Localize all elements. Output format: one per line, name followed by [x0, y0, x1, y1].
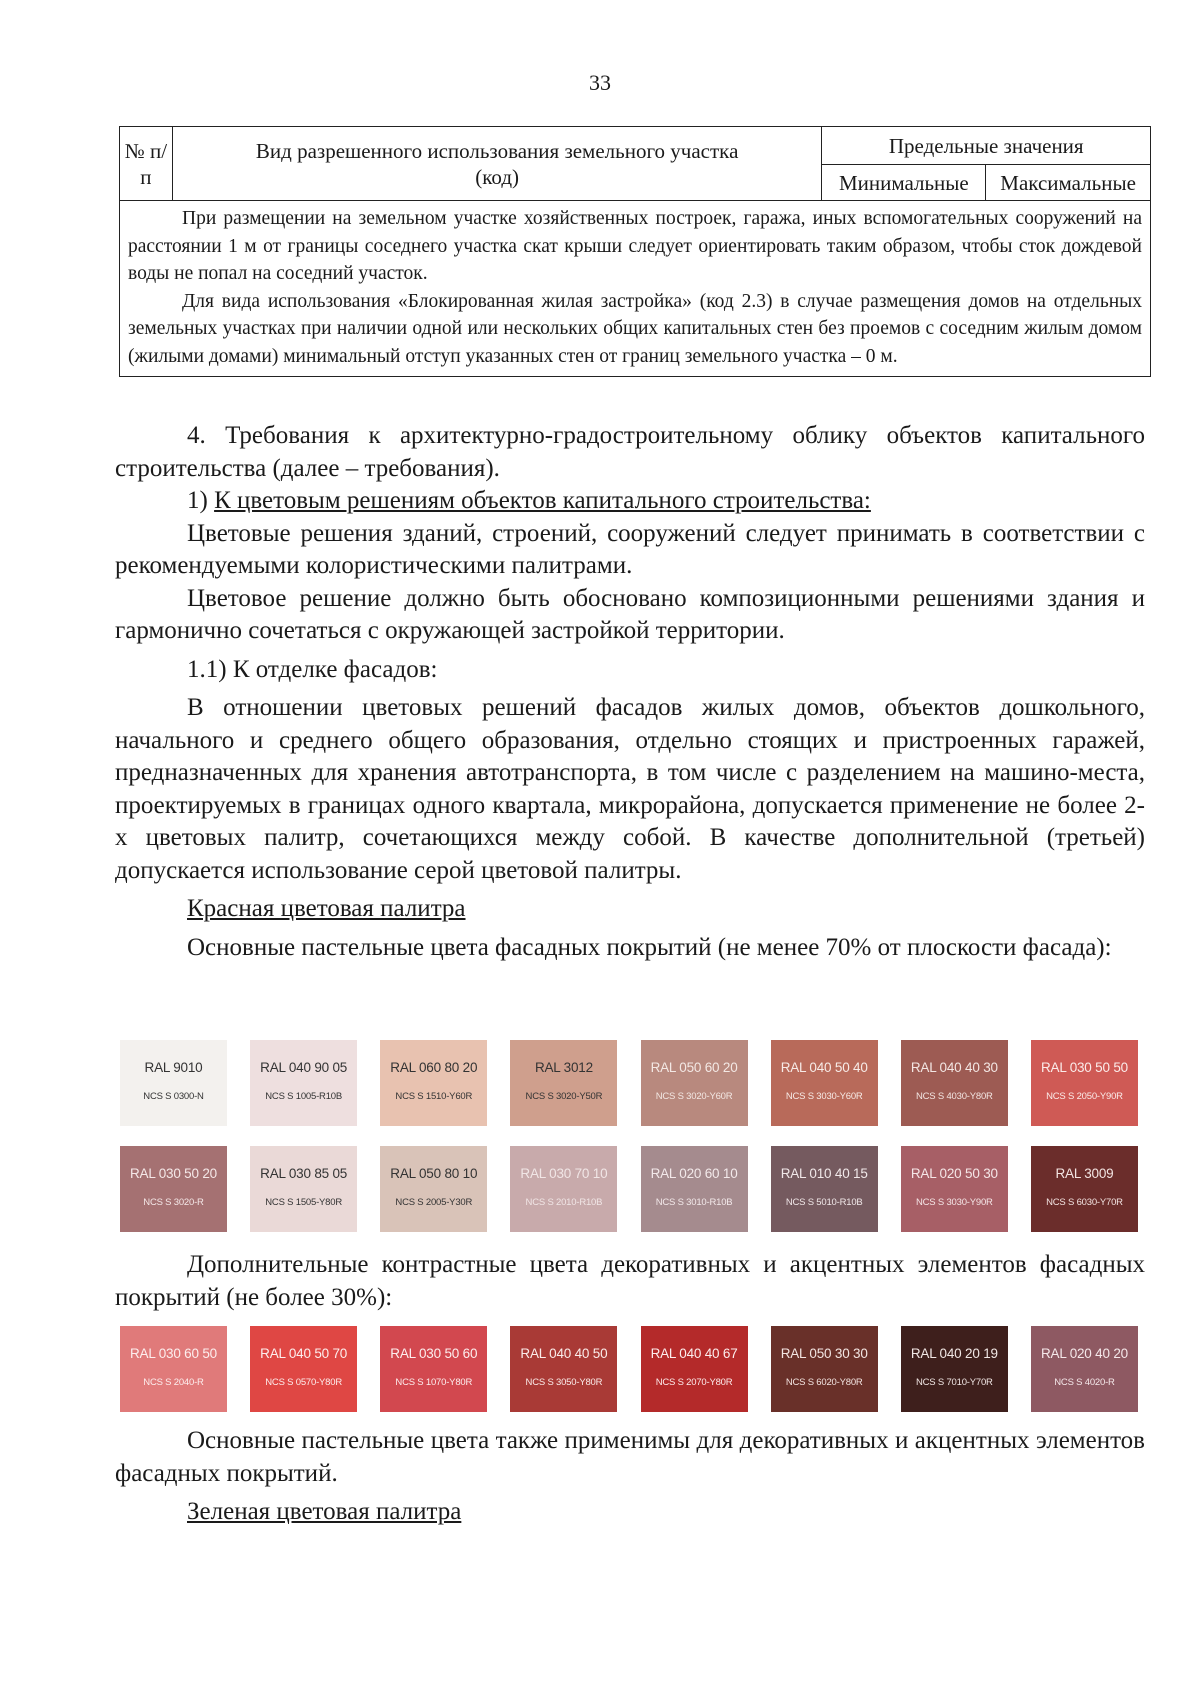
page-number: 33 [589, 70, 611, 95]
ncs-code: NCS S 5010-R10B [785, 1197, 863, 1208]
ral-code: RAL 020 40 20 [1040, 1346, 1128, 1361]
limits-table [119, 126, 1151, 377]
ral-code: RAL 020 50 30 [910, 1166, 998, 1181]
color-solutions-title: К цветовым решениям объектов капитального строительства: [214, 487, 871, 514]
ral-code: RAL 030 50 20 [130, 1166, 217, 1181]
col-max-header: Максимальные [986, 165, 1151, 201]
paragraph-composition: Цветовое решение должно быть обосновано композиционными решениями здания и гармонично сочетаться с окружающей застройкой территории. [115, 584, 1145, 644]
ral-code: RAL 020 60 10 [650, 1166, 738, 1181]
col-limits-header: Предельные значения [822, 127, 1151, 165]
ral-code: RAL 050 60 20 [650, 1060, 738, 1075]
ncs-code: NCS S 3020-R [143, 1197, 204, 1208]
ncs-code: NCS S 6020-Y80R [785, 1377, 863, 1388]
color-swatch [641, 1146, 748, 1232]
ncs-code: NCS S 2050-Y90R [1046, 1091, 1123, 1102]
swatch-row-basic-1 [120, 1040, 1138, 1126]
paragraph-facades: В отношении цветовых решений фасадов жилых домов, объектов дошкольного, начального и среднего общего образования, отдельно стоящих и пристроенных гаражей, предназначенных для хранения автотранспорта, в том числе с разделением на машино-места, проектируемых в границах одного квартала, микрорайона, допускается применение не более 2-х цветовых палитр, сочетающихся между собой. В качестве дополнительной (третьей) допускается использование серой цветовой палитры. [115, 694, 1145, 884]
ral-code: RAL 030 50 50 [1040, 1060, 1128, 1075]
color-swatch [641, 1040, 748, 1126]
ral-code: RAL 050 80 10 [390, 1166, 478, 1181]
color-swatch [380, 1146, 487, 1232]
ncs-code: NCS S 7010-Y70R [915, 1377, 993, 1388]
ral-code: RAL 040 90 05 [260, 1060, 348, 1075]
color-swatch [510, 1326, 617, 1412]
ral-code: RAL 3012 [534, 1060, 593, 1075]
ncs-code: NCS S 3050-Y80R [525, 1377, 603, 1388]
color-swatch [380, 1326, 487, 1412]
section-text-bottom [115, 1425, 1145, 1529]
ncs-code: NCS S 3030-Y60R [785, 1091, 863, 1102]
ncs-code: NCS S 0570-Y80R [265, 1377, 342, 1388]
color-swatch [120, 1040, 227, 1126]
ral-code: RAL 3009 [1055, 1166, 1114, 1181]
ral-code: RAL 040 40 50 [520, 1346, 608, 1361]
color-swatch [1031, 1040, 1138, 1126]
ral-code: RAL 040 40 30 [910, 1060, 998, 1075]
color-swatch [771, 1040, 878, 1126]
color-swatch [510, 1040, 617, 1126]
red-palette-title: Красная цветовая палитра [187, 895, 466, 922]
color-swatch [901, 1326, 1008, 1412]
color-swatch [250, 1326, 357, 1412]
ral-code: RAL 9010 [144, 1060, 203, 1075]
paragraph-basic-colors: Основные пастельные цвета фасадных покрытий (не менее 70% от плоскости фасада): [187, 933, 1112, 961]
section-text-middle [115, 1249, 1145, 1314]
ncs-code: NCS S 3020-Y60R [655, 1091, 733, 1102]
ncs-code: NCS S 1070-Y80R [395, 1377, 473, 1388]
col-num-header: № п/п [120, 127, 173, 201]
item-number: 1) [187, 487, 215, 514]
note-paragraph-2: Для вида использования «Блокированная жилая застройка» (код 2.3) в случае размещения домов на отдельных земельных участках при наличии одной или нескольких общих капитальных стен без проемов с соседним жилым домом (жилыми домами) минимальный отступ указанных стен от границ земельного участка – 0 м. [128, 290, 1142, 367]
facade-finishing-heading: 1.1) К отделке фасадов: [187, 655, 438, 683]
ral-code: RAL 030 85 05 [260, 1166, 348, 1181]
color-swatch [380, 1040, 487, 1126]
color-swatch [250, 1146, 357, 1232]
ncs-code: NCS S 1505-Y80R [265, 1197, 342, 1208]
section-text-top [115, 420, 1145, 964]
col-type-header: Вид разрешенного использования земельного участка (код) [172, 127, 822, 201]
color-swatch [510, 1146, 617, 1232]
color-swatch [771, 1326, 878, 1412]
ncs-code: NCS S 2010-R10B [525, 1197, 603, 1208]
requirements-paragraph: 4. Требования к архитектурно-градостроительному облику объектов капитального строительства (далее – требования). [115, 422, 1145, 482]
col-min-header: Минимальные [822, 165, 986, 201]
color-swatch [641, 1326, 748, 1412]
ral-code: RAL 010 40 15 [780, 1166, 868, 1181]
color-swatch [1031, 1326, 1138, 1412]
ncs-code: NCS S 3020-Y50R [525, 1091, 603, 1102]
ncs-code: NCS S 2070-Y80R [655, 1377, 733, 1388]
ral-code: RAL 040 40 67 [650, 1346, 738, 1361]
green-palette-title: Зеленая цветовая палитра [187, 1498, 462, 1525]
ral-code: RAL 030 70 10 [520, 1166, 608, 1181]
green-palette-heading [115, 1496, 1145, 1529]
ral-code: RAL 040 50 40 [780, 1060, 868, 1075]
color-swatch [120, 1326, 227, 1412]
note-paragraph-1: При размещении на земельном участке хозяйственных построек, гаража, иных вспомогательных сооружений на расстоянии 1 м от границы соседнего участка скат крыши следует ориентировать таким образом, чтобы сток дождевой воды не попал на соседний участок. [128, 208, 1142, 284]
ncs-code: NCS S 2040-R [143, 1377, 204, 1388]
ncs-code: NCS S 6030-Y70R [1046, 1197, 1123, 1208]
color-swatch [901, 1040, 1008, 1126]
ncs-code: NCS S 3010-R10B [655, 1197, 733, 1208]
ncs-code: NCS S 4030-Y80R [915, 1091, 993, 1102]
color-swatch [1031, 1146, 1138, 1232]
color-swatch [901, 1146, 1008, 1232]
red-palette-heading [115, 893, 1145, 926]
paragraph-additional-colors: Дополнительные контрастные цвета декоративных и акцентных элементов фасадных покрытий (не более 30%): [115, 1251, 1145, 1311]
ncs-code: NCS S 4020-R [1054, 1377, 1115, 1388]
ral-code: RAL 030 60 50 [130, 1346, 217, 1361]
ncs-code: NCS S 0300-N [143, 1091, 204, 1102]
ncs-code: NCS S 1005-R10B [265, 1091, 342, 1102]
ncs-code: NCS S 1510-Y60R [395, 1091, 473, 1102]
color-swatch [250, 1040, 357, 1126]
swatch-row-additional [120, 1326, 1138, 1412]
ral-code: RAL 050 30 30 [780, 1346, 868, 1361]
color-swatch [120, 1146, 227, 1232]
color-swatch [771, 1146, 878, 1232]
swatch-row-basic-2 [120, 1146, 1138, 1232]
table-note [120, 201, 1151, 377]
ral-code: RAL 060 80 20 [390, 1060, 478, 1075]
paragraph-color-solutions: Цветовые решения зданий, строений, сооружений следует принимать в соответствии с рекомендуемыми колористическими палитрами. [115, 519, 1145, 579]
ral-code: RAL 030 50 60 [390, 1346, 478, 1361]
ral-code: RAL 040 20 19 [910, 1346, 998, 1361]
ncs-code: NCS S 3030-Y90R [915, 1197, 993, 1208]
ral-code: RAL 040 50 70 [260, 1346, 348, 1361]
ncs-code: NCS S 2005-Y30R [395, 1197, 473, 1208]
color-solutions-heading [115, 485, 1145, 518]
paragraph-basic-also: Основные пастельные цвета также применимы для декоративных и акцентных элементов фасадных покрытий. [115, 1427, 1145, 1487]
